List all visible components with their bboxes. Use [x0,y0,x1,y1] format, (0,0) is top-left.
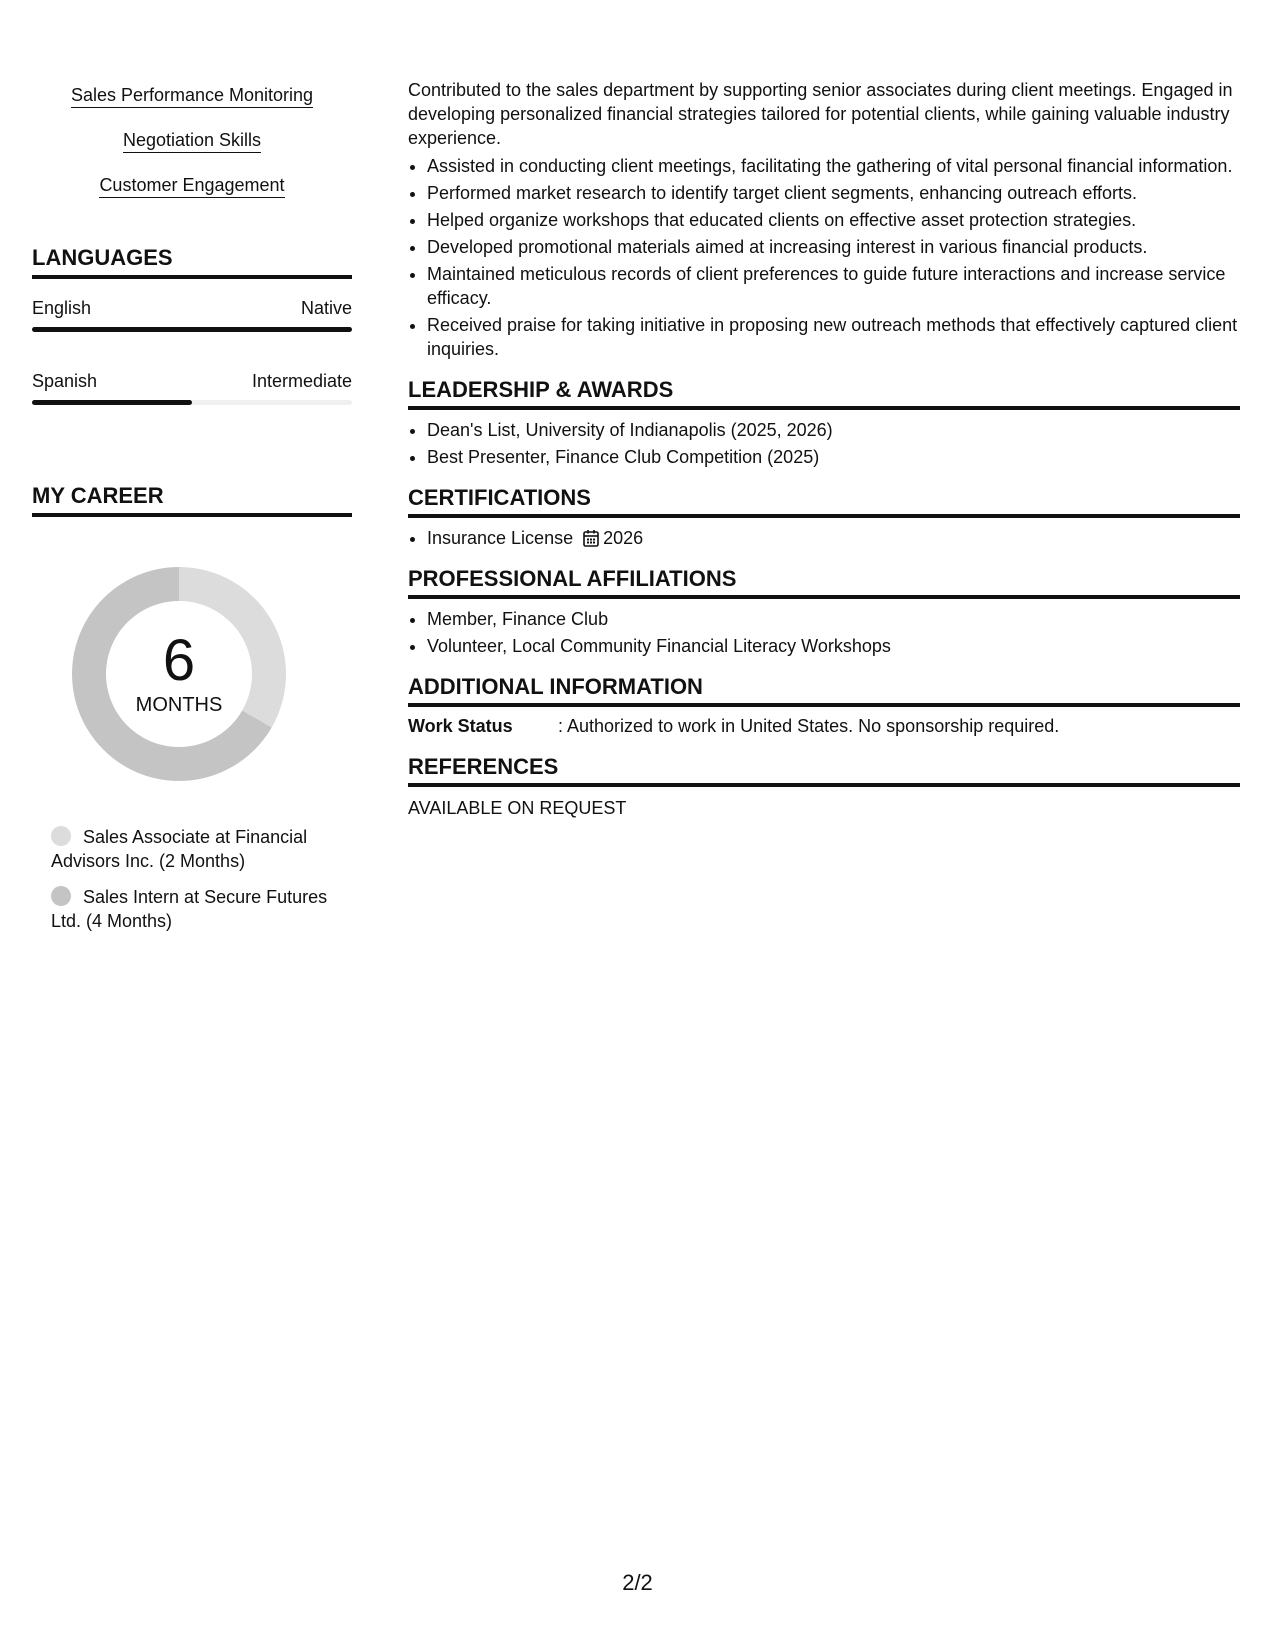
experience-bullets [408,154,1240,361]
experience-bullet: • Assisted in conducting client meetings, facilitating the gathering of vital personal financial information. [427,154,1240,178]
career-total-months: 6 [162,628,196,693]
legend-item [51,885,341,933]
skill-item: Negotiation Skills [123,129,261,153]
career-donut-chart [64,559,294,789]
language-proficiency-fill [32,400,192,405]
references-text: AVAILABLE ON REQUEST [408,798,627,818]
affiliation-item: • Member, Finance Club [427,607,1240,631]
leadership-section [408,377,1240,469]
work-status-value: : Authorized to work in United States. No sponsorship required. [558,716,1060,736]
page-number: 2/2 [622,1570,653,1595]
certifications-heading: CERTIFICATIONS [408,485,1240,518]
legend-item [51,825,341,873]
career-total-unit: MONTHS [135,694,223,716]
career-heading: MY CAREER [32,483,352,517]
experience-bullet: • Helped organize workshops that educated clients on effective asset protection strategies. [427,208,1240,232]
career-legend [51,825,341,933]
languages-heading: LANGUAGES [32,245,352,279]
language-name: Spanish [32,371,98,391]
experience-bullet: • Received praise for taking initiative in proposing new outreach methods that effectively captured client inquiries. [427,313,1240,361]
leadership-heading: LEADERSHIP & AWARDS [408,377,1240,410]
work-status-row [408,714,1240,738]
references-heading: REFERENCES [408,754,1240,787]
certification-year: 2026 [603,528,644,548]
additional-info-heading: ADDITIONAL INFORMATION [408,674,1240,707]
legend-label: Sales Associate at Financial Advisors Inc. (2 Months) [51,827,308,871]
references-section [408,754,1240,820]
certifications-section [408,485,1240,550]
skills-list [32,84,352,219]
work-status-label: Work Status [408,716,513,736]
experience-bullet: • Performed market research to identify target client segments, enhancing outreach efforts. [427,181,1240,205]
affiliation-item: • Volunteer, Local Community Financial Literacy Workshops [427,634,1240,658]
left-column [32,84,352,945]
skill-item: Customer Engagement [99,174,284,198]
legend-dot [51,886,71,906]
additional-info-section [408,674,1240,738]
certification-name: Insurance License [427,528,574,548]
experience-bullet: • Developed promotional materials aimed at increasing interest in various financial products. [427,235,1240,259]
affiliations-section [408,566,1240,658]
language-name: English [32,298,92,318]
language-level: Intermediate [251,371,352,391]
leadership-item: • Dean's List, University of Indianapolis (2025, 2026) [427,418,1240,442]
language-level: Native [300,298,352,318]
languages-section [32,245,352,405]
right-column [408,78,1240,820]
legend-dot [51,826,71,846]
language-proficiency-fill [32,327,352,332]
language-proficiency-bar [32,400,352,405]
language-proficiency-bar [32,327,352,332]
leadership-item: • Best Presenter, Finance Club Competition (2025) [427,445,1240,469]
calendar-icon [583,529,599,547]
language-item [32,297,352,332]
language-item [32,370,352,405]
certification-item [427,526,1240,550]
experience-bullet: • Maintained meticulous records of client preferences to guide future interactions and increase service efficacy. [427,262,1240,310]
legend-label: Sales Intern at Secure Futures Ltd. (4 Months) [51,887,328,931]
experience-summary: Contributed to the sales department by supporting senior associates during client meetings. Engaged in developing personalized financial strategies tailored for potential clients, while gaining valuable industry experience. [408,80,1233,148]
affiliations-heading: PROFESSIONAL AFFILIATIONS [408,566,1240,599]
skill-item: Sales Performance Monitoring [71,84,313,108]
donut-center [64,559,294,789]
career-section [32,483,352,933]
